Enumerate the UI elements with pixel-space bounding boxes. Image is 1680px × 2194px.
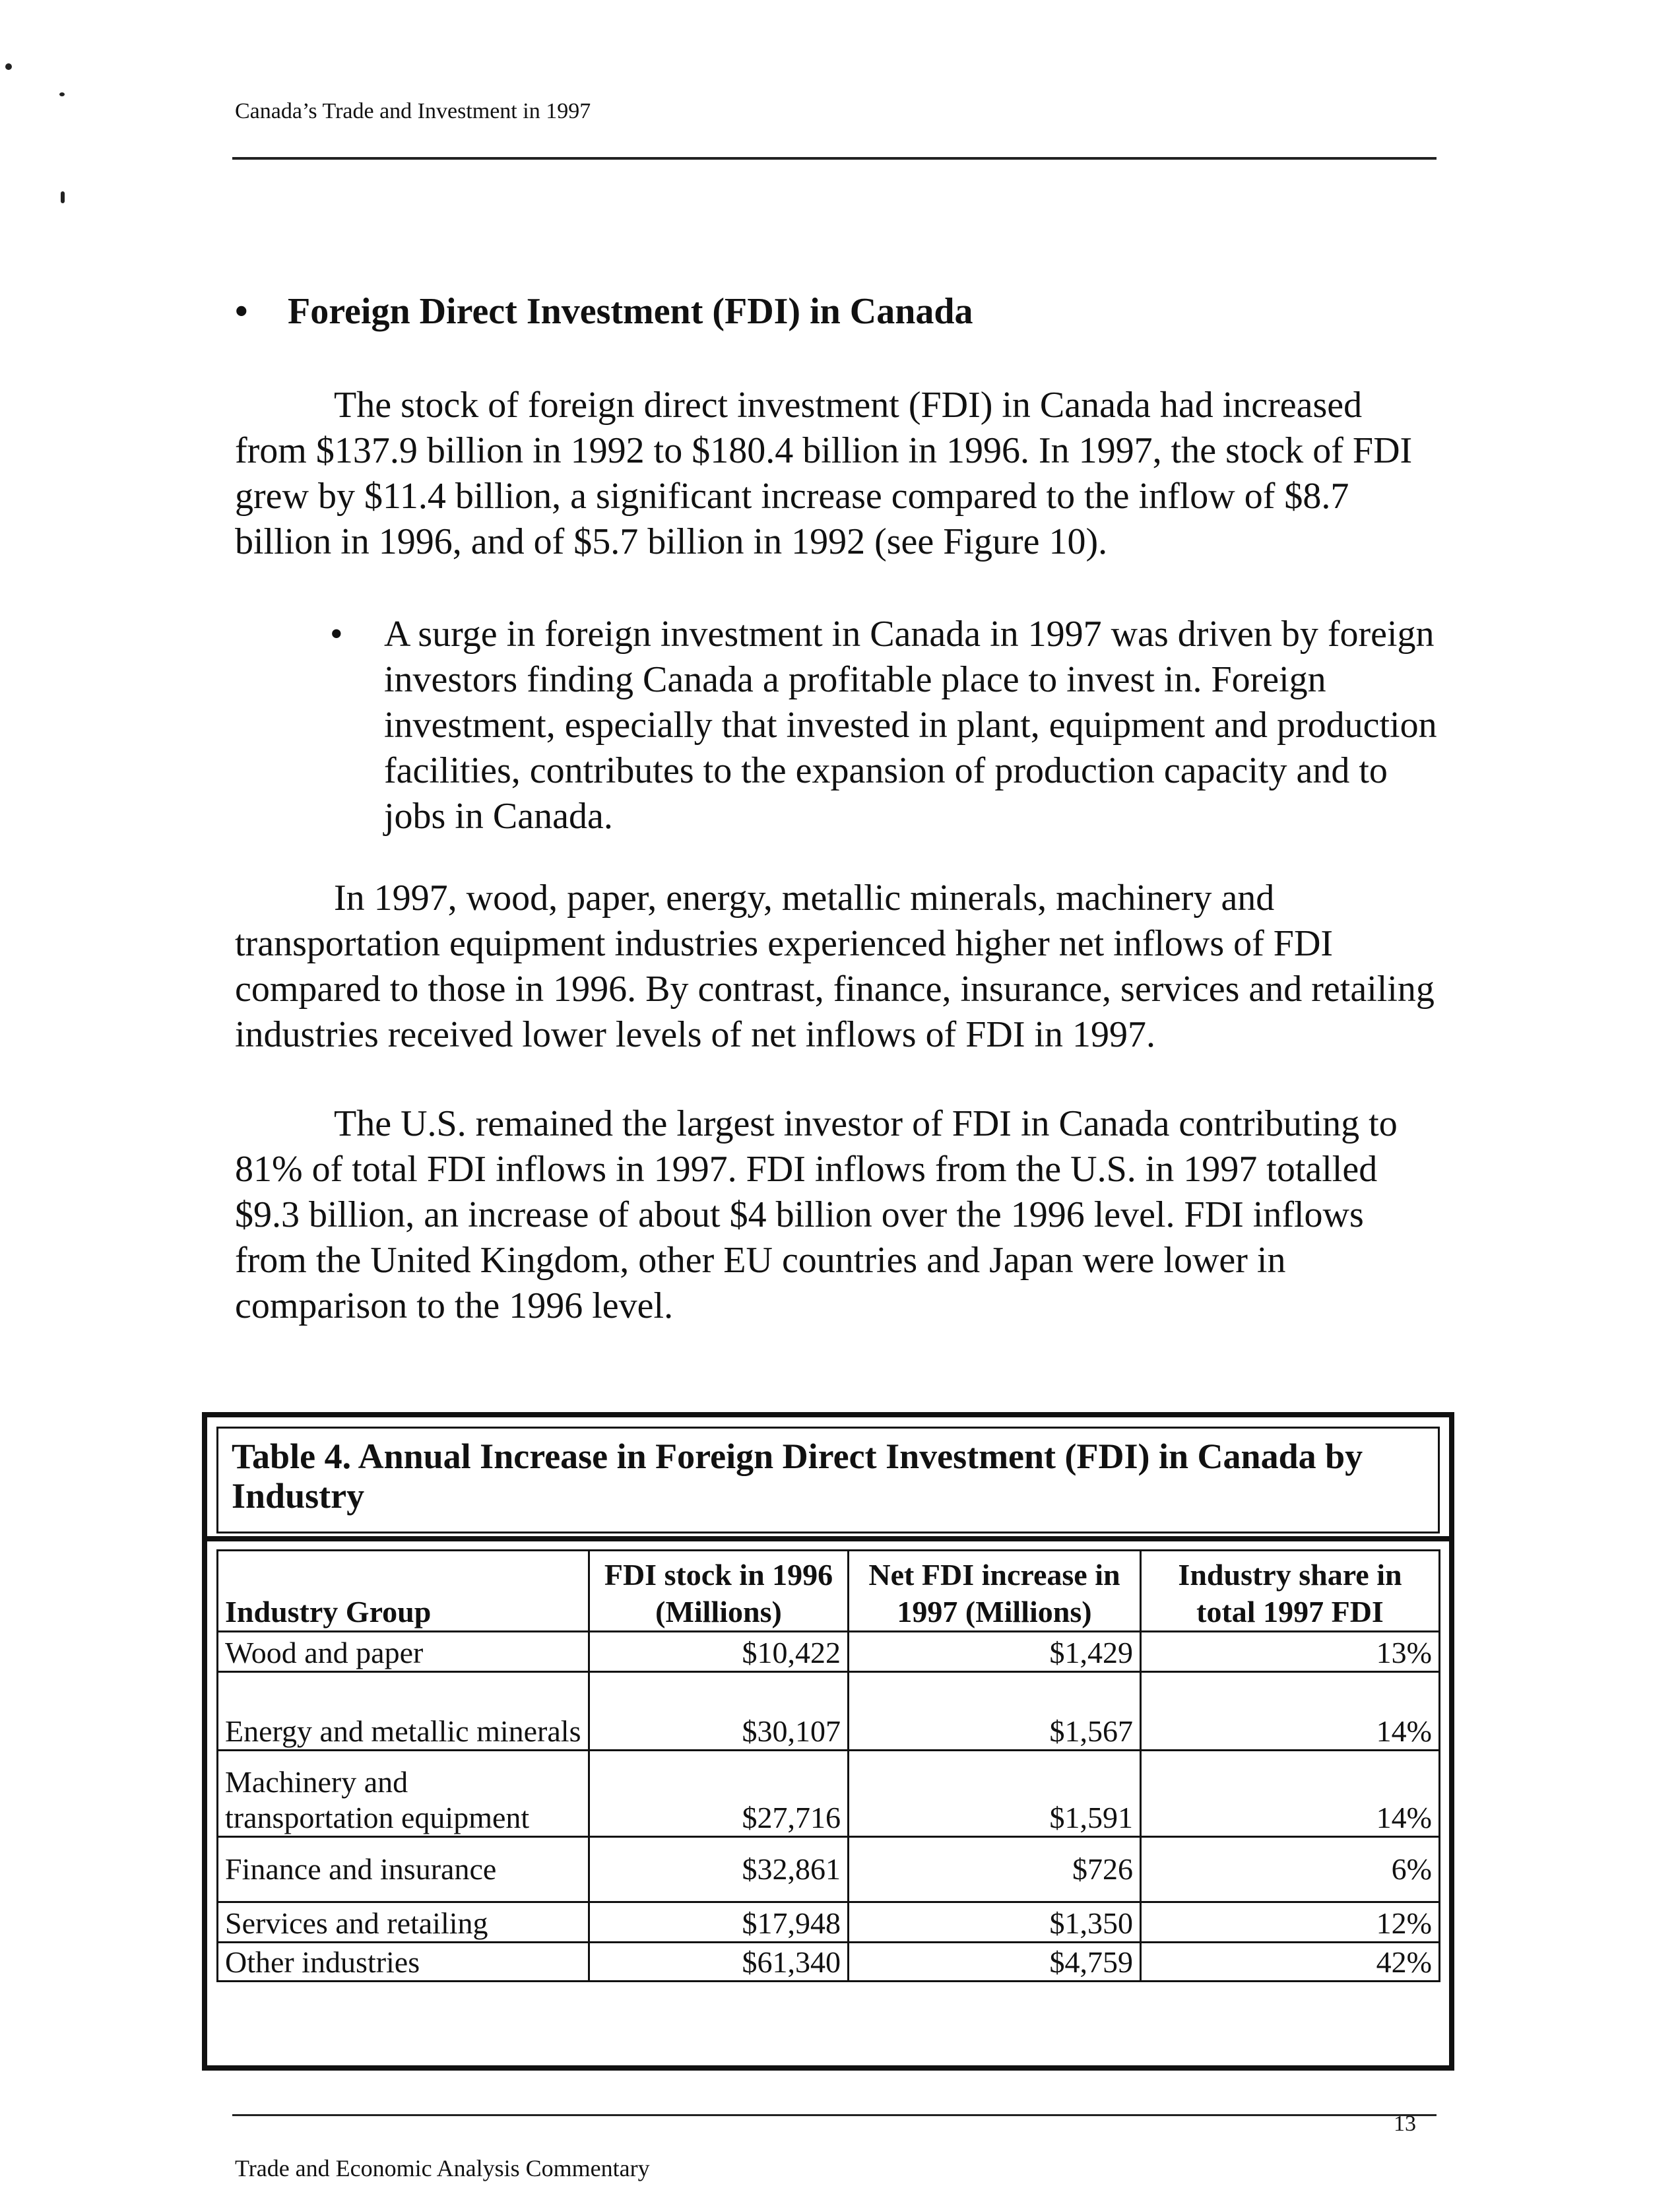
increase-1997-cell: $1,591 xyxy=(849,1751,1141,1837)
table-title-box xyxy=(216,1427,1440,1533)
share-cell: 13% xyxy=(1141,1632,1440,1672)
stock-1996-cell: $61,340 xyxy=(589,1943,849,1982)
column-header: Industry Group xyxy=(218,1551,589,1632)
bullet-icon: • xyxy=(235,291,248,332)
running-header: Canada’s Trade and Investment in 1997 xyxy=(235,99,591,123)
table-row xyxy=(218,1902,1440,1943)
header-rule xyxy=(232,157,1437,160)
table-row xyxy=(218,1943,1440,1982)
column-header: FDI stock in 1996 (Millions) xyxy=(589,1551,849,1632)
stock-1996-cell: $30,107 xyxy=(589,1672,849,1751)
industry-cell: Energy and metallic minerals xyxy=(218,1672,589,1751)
industry-cell: Services and retailing xyxy=(218,1902,589,1943)
paragraph-industries: In 1997, wood, paper, energy, metallic minerals, machinery and transportation equipment industries experienced higher net inflows of FDI compared to those in 1996. By contrast, finance, insurance, services and retailing industries received lower levels of net inflows of FDI in 1997. xyxy=(235,878,1435,1055)
column-header: Industry share in total 1997 FDI xyxy=(1141,1551,1440,1632)
share-cell: 14% xyxy=(1141,1672,1440,1751)
table-header-row xyxy=(218,1551,1440,1632)
fdi-table-frame xyxy=(202,1412,1454,2071)
table-row xyxy=(218,1632,1440,1672)
scan-speck xyxy=(5,63,12,70)
table-row xyxy=(218,1751,1440,1837)
industry-cell: Machinery and transportation equipment xyxy=(218,1751,589,1837)
paragraph-fdi-stock: The stock of foreign direct investment (FDI) in Canada had increased from $137.9 billion in 1992 to $180.4 billion in 1996. In 1997, the stock of FDI grew by $11.4 billion, a significant increase compared to the inflow of $8.7 billion in 1996, and of $5.7 billion in 1992 (see Figure 10). xyxy=(235,385,1413,562)
section-heading-text: Foreign Direct Investment (FDI) in Canada xyxy=(288,291,973,332)
increase-1997-cell: $1,567 xyxy=(849,1672,1141,1751)
share-cell: 12% xyxy=(1141,1902,1440,1943)
share-cell: 6% xyxy=(1141,1837,1440,1902)
increase-1997-cell: $4,759 xyxy=(849,1943,1141,1982)
stock-1996-cell: $10,422 xyxy=(589,1632,849,1672)
sub-bullet-item xyxy=(330,612,1438,839)
industry-cell: Wood and paper xyxy=(218,1632,589,1672)
column-header: Net FDI increase in 1997 (Millions) xyxy=(849,1551,1141,1632)
industry-cell: Finance and insurance xyxy=(218,1837,589,1902)
table-title-separator xyxy=(207,1536,1449,1541)
section-heading xyxy=(235,290,1436,333)
fdi-by-industry-table xyxy=(216,1549,1440,1982)
increase-1997-cell: $1,429 xyxy=(849,1632,1141,1672)
table-title: Table 4. Annual Increase in Foreign Direct Investment (FDI) in Canada by Industry xyxy=(232,1436,1363,1516)
industry-cell: Other industries xyxy=(218,1943,589,1982)
stock-1996-cell: $32,861 xyxy=(589,1837,849,1902)
stock-1996-cell: $17,948 xyxy=(589,1902,849,1943)
stock-1996-cell: $27,716 xyxy=(589,1751,849,1837)
increase-1997-cell: $726 xyxy=(849,1837,1141,1902)
footer-publication: Trade and Economic Analysis Commentary xyxy=(235,2155,650,2181)
share-cell: 42% xyxy=(1141,1943,1440,1982)
footer-rule xyxy=(232,2114,1437,2116)
table-row xyxy=(218,1672,1440,1751)
scan-speck xyxy=(61,191,65,203)
paragraph-us-investor: The U.S. remained the largest investor of FDI in Canada contributing to 81% of total FDI inflows in 1997. FDI inflows from the U.S. in 1997 totalled $9.3 billion, an increase of about $4 billion over the 1996 level. FDI inflows from the United Kingdom, other EU countries and Japan were lower in comparison to the 1996 level. xyxy=(235,1103,1398,1326)
share-cell: 14% xyxy=(1141,1751,1440,1837)
page-number: 13 xyxy=(1394,2112,1416,2136)
bullet-icon: • xyxy=(330,614,343,655)
increase-1997-cell: $1,350 xyxy=(849,1902,1141,1943)
sub-bullet-text: A surge in foreign investment in Canada in 1997 was driven by foreign investors finding Canada a profitable place to invest in. Foreign investment, especially that invested in plant, equipment and production facilities, contributes to the expansion of production capacity and to jobs in Canada. xyxy=(384,614,1437,837)
section-heading-block xyxy=(235,290,1436,333)
table-row xyxy=(218,1837,1440,1902)
scan-speck xyxy=(59,92,65,96)
